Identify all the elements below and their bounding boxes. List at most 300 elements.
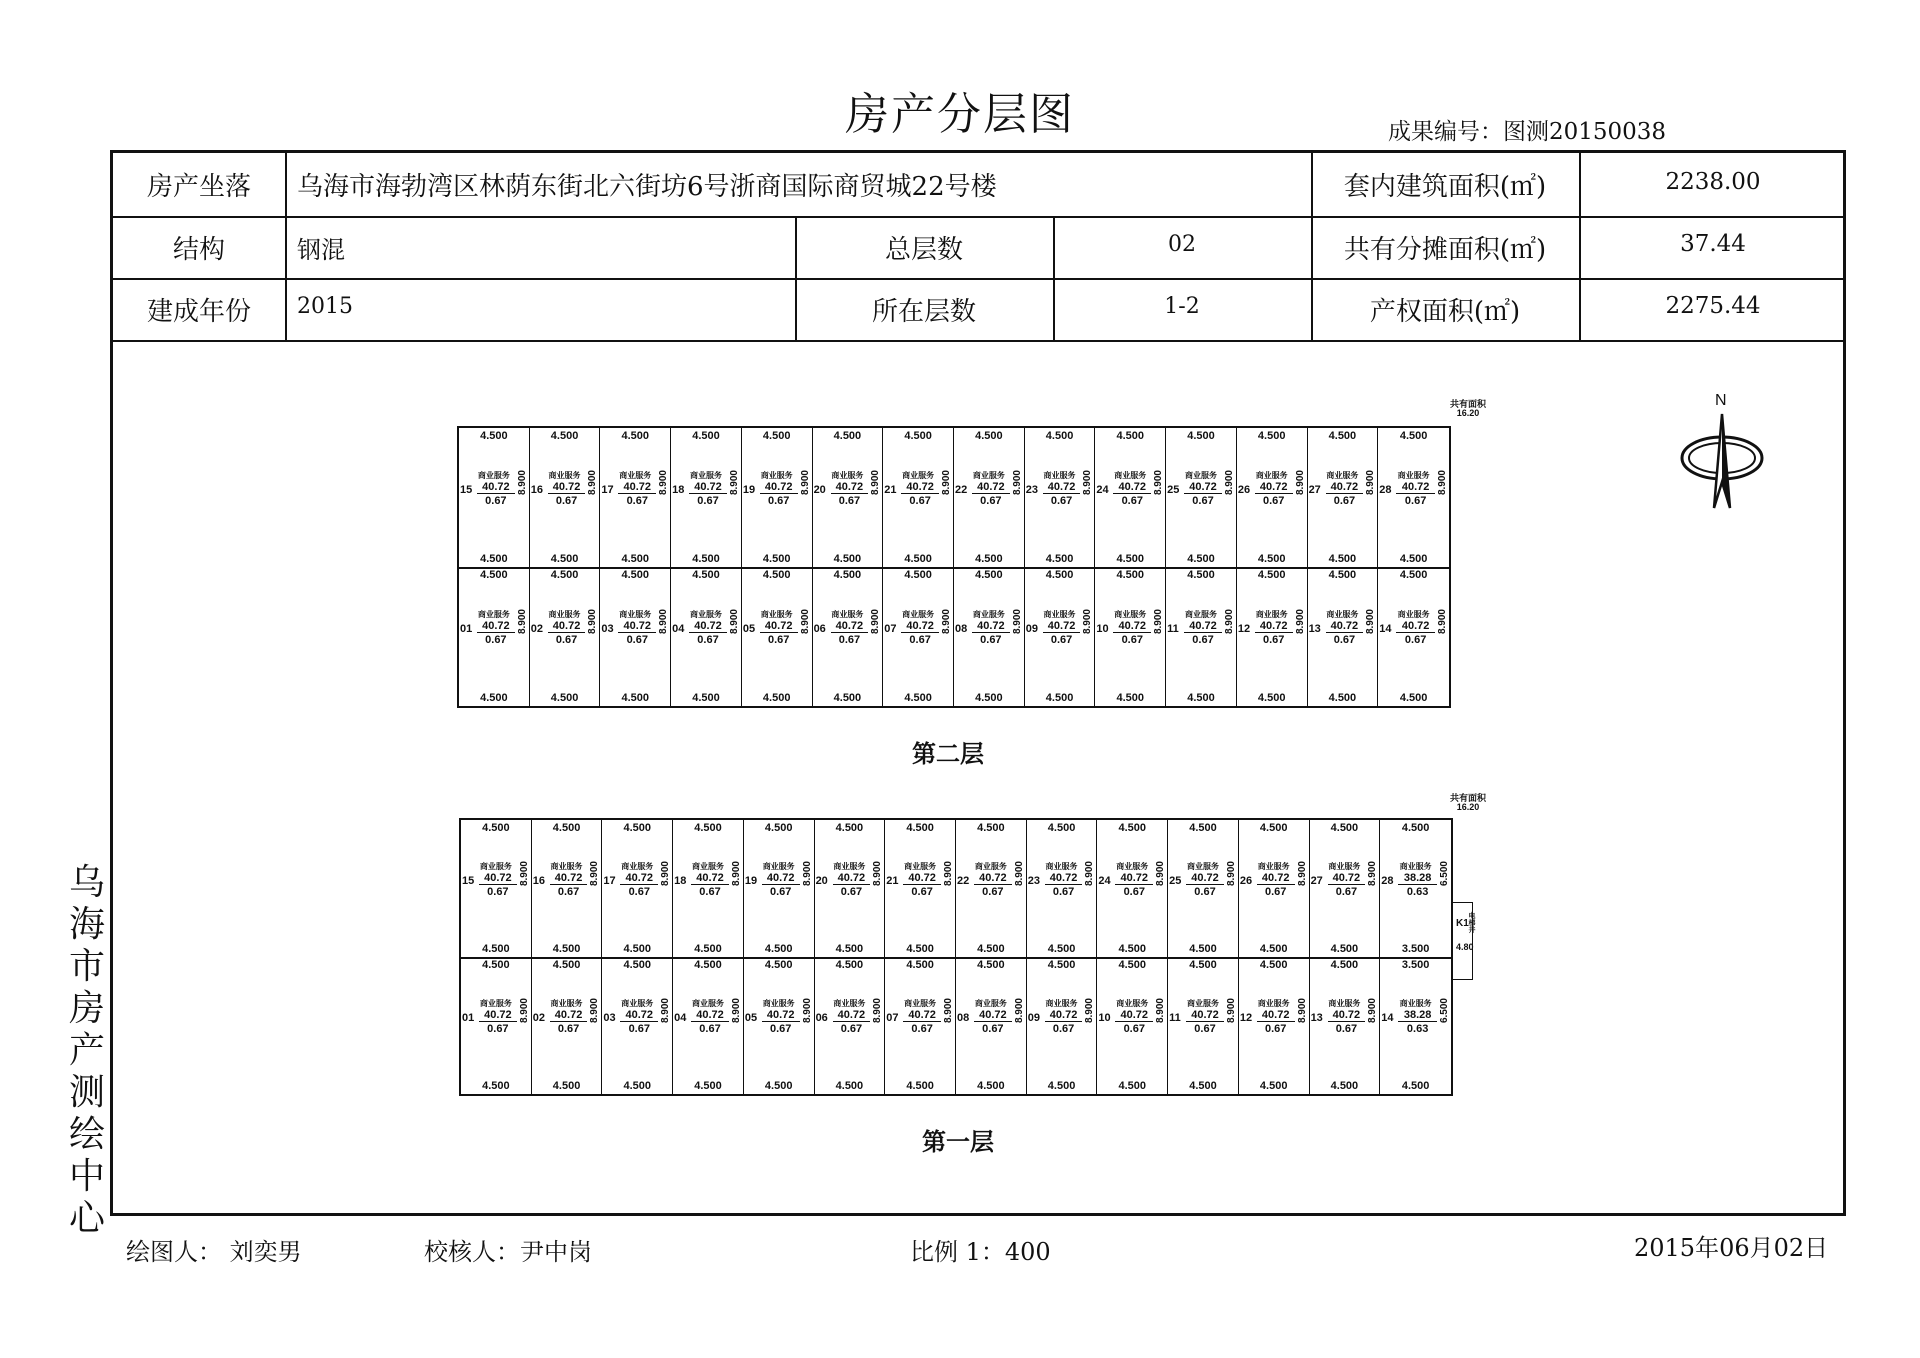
unit-depth: 8.900 [660, 998, 672, 1024]
unit-area: 40.72 [477, 620, 515, 633]
unit-cell [1097, 820, 1168, 957]
unit-use: 商业服务 [550, 862, 583, 872]
unit-number: 25 [1169, 874, 1182, 887]
unit-share: 0.67 [487, 1023, 509, 1036]
unit-use: 商业服务 [689, 609, 722, 619]
unit-share: 0.67 [555, 633, 578, 646]
unit-cell [742, 428, 813, 567]
unit-area: 40.72 [620, 1009, 658, 1022]
unit-width-bottom: 4.500 [764, 943, 793, 955]
unit-cell [1168, 957, 1239, 1094]
unit-number: 16 [530, 483, 543, 496]
unit-area: 40.72 [972, 620, 1010, 633]
unit-width-bottom: 4.500 [1045, 553, 1074, 565]
unit-width-top: 4.500 [1045, 569, 1074, 581]
unit-use: 商业服务 [762, 862, 795, 872]
unit-width-bottom: 4.500 [482, 1080, 510, 1092]
side-char: 测 [68, 1072, 105, 1113]
unit-use: 商业服务 [1116, 862, 1149, 872]
unit-share: 0.63 [1406, 886, 1429, 899]
unit-width-bottom: 4.500 [904, 553, 932, 565]
unit-number: 24 [1096, 483, 1109, 496]
unit-cell [1380, 957, 1451, 1094]
unit-cell [744, 820, 815, 957]
unit-area: 40.72 [1113, 620, 1151, 633]
north-arrow-icon [1672, 392, 1772, 512]
unit-area: 40.72 [618, 620, 656, 633]
unit-cell [673, 820, 744, 957]
unit-use: 商业服务 [1328, 862, 1361, 872]
unit-cell [461, 820, 532, 957]
unit-area: 40.72 [477, 481, 515, 494]
unit-use: 商业服务 [1257, 862, 1290, 872]
unit-width-top: 4.500 [1330, 959, 1359, 971]
unit-share: 0.63 [1406, 1023, 1429, 1036]
unit-depth: 8.900 [799, 608, 811, 634]
unit-width-top: 4.500 [764, 822, 793, 834]
unit-area: 38.28 [1398, 872, 1437, 885]
unit-width-top: 4.500 [1047, 822, 1076, 834]
unit-number: 06 [815, 1011, 828, 1024]
unit-number: 08 [957, 1011, 970, 1024]
unit-depth: 8.900 [801, 861, 813, 887]
unit-share: 0.67 [485, 633, 507, 646]
unit-depth: 8.900 [942, 998, 954, 1024]
unit-cell [813, 428, 884, 567]
unit-number: 18 [672, 483, 685, 496]
unit-depth: 8.900 [589, 998, 601, 1024]
unit-use: 商业服务 [1397, 470, 1430, 480]
unit-width-bottom: 4.500 [692, 692, 720, 704]
unit-width-top: 4.500 [975, 569, 1003, 581]
unit-number: 06 [813, 622, 826, 635]
unit-number: 27 [1310, 874, 1323, 887]
unit-cell [671, 567, 742, 706]
unit-depth: 8.900 [872, 998, 884, 1024]
unit-area: 40.72 [689, 481, 727, 494]
unit-share: 0.67 [697, 494, 719, 507]
floor-plan-2 [457, 426, 1451, 708]
unit-width-top: 4.500 [904, 430, 932, 442]
unit-width-top: 4.500 [835, 959, 864, 971]
unit-cell [1239, 820, 1310, 957]
unit-area: 40.72 [1113, 481, 1151, 494]
unit-area: 40.72 [1326, 481, 1364, 494]
unit-width-bottom: 4.500 [623, 1080, 652, 1092]
unit-width-top: 4.500 [621, 569, 650, 581]
side-char: 中 [68, 1156, 105, 1197]
unit-width-bottom: 4.500 [1330, 943, 1359, 955]
unit-depth: 8.900 [1294, 469, 1306, 495]
unit-number: 23 [1025, 483, 1038, 496]
unit-width-top: 4.500 [833, 569, 862, 581]
unit-depth: 8.900 [587, 608, 599, 634]
unit-number: 19 [744, 874, 758, 887]
unit-number: 09 [1025, 622, 1038, 635]
unit-share: 0.67 [982, 886, 1004, 899]
unit-number: 11 [1167, 622, 1179, 635]
unit-use: 商业服务 [974, 999, 1007, 1009]
unit-cell [530, 428, 601, 567]
unit-cell [1166, 428, 1237, 567]
unit-width-bottom: 4.500 [835, 1080, 864, 1092]
unit-depth: 8.900 [799, 469, 811, 495]
unit-width-bottom: 4.500 [1116, 553, 1145, 565]
unit-width-bottom: 4.500 [1399, 692, 1428, 704]
unit-width-top: 4.500 [1116, 430, 1145, 442]
unit-cell [813, 567, 884, 706]
unit-width-bottom: 4.500 [550, 553, 579, 565]
unit-cell [744, 957, 815, 1094]
unit-number: 15 [462, 874, 475, 887]
unit-use: 商业服务 [691, 862, 724, 872]
unit-depth: 8.900 [516, 608, 528, 634]
unit-share: 0.67 [485, 494, 507, 507]
unit-number: 17 [601, 483, 614, 496]
unit-width-bottom: 4.500 [1047, 1080, 1076, 1092]
unit-cell [883, 428, 954, 567]
unit-number: 21 [884, 483, 897, 496]
unit-number: 20 [813, 483, 826, 496]
unit-depth: 8.900 [1153, 469, 1165, 495]
checker: 校核人：尹中岗 [424, 1238, 592, 1266]
unit-width-bottom: 4.500 [833, 692, 862, 704]
unit-width-top: 4.500 [482, 822, 510, 834]
unit-number: 24 [1098, 874, 1111, 887]
unit-width-top: 4.500 [835, 822, 864, 834]
unit-width-bottom: 4.500 [482, 943, 510, 955]
unit-width-bottom: 4.500 [764, 1080, 793, 1092]
unit-number: 21 [886, 874, 899, 887]
unit-depth: 8.900 [730, 998, 742, 1024]
unit-area: 40.72 [1186, 872, 1224, 885]
unit-use: 商业服务 [974, 862, 1007, 872]
unit-use: 商业服务 [1116, 999, 1149, 1009]
unit-use: 商业服务 [1399, 999, 1432, 1009]
unit-width-top: 4.500 [1047, 959, 1076, 971]
unit-width-top: 4.500 [623, 959, 652, 971]
unit-use: 商业服务 [689, 470, 722, 480]
unit-share: 0.67 [1262, 633, 1285, 646]
side-char: 绘 [68, 1114, 105, 1155]
unit-number: 12 [1237, 622, 1251, 635]
unit-use: 商业服务 [1326, 609, 1359, 619]
unit-use: 商业服务 [831, 609, 864, 619]
unit-width-top: 4.500 [977, 959, 1005, 971]
unit-cell [1378, 428, 1449, 567]
unit-cell [883, 567, 954, 706]
unit-area: 40.72 [1045, 872, 1083, 885]
unit-use: 商业服务 [902, 470, 935, 480]
unit-area: 40.72 [1115, 1009, 1153, 1022]
unit-depth: 8.900 [870, 469, 882, 495]
unit-width-bottom: 4.500 [1045, 692, 1074, 704]
built-year-label: 建成年份 [146, 296, 251, 327]
unit-cell [1237, 567, 1308, 706]
unit-width-top: 3.500 [1401, 959, 1430, 971]
unit-depth: 6.500 [1438, 998, 1450, 1024]
unit-use: 商业服务 [619, 609, 652, 619]
unit-area: 40.72 [1328, 1009, 1366, 1022]
unit-cell [671, 428, 742, 567]
unit-width-top: 4.500 [552, 822, 581, 834]
unit-area: 40.72 [903, 872, 941, 885]
unit-share: 0.67 [699, 1023, 721, 1036]
unit-width-bottom: 4.500 [692, 553, 720, 565]
unit-area: 40.72 [479, 1009, 517, 1022]
unit-share: 0.67 [1194, 1023, 1216, 1036]
unit-width-top: 4.500 [906, 959, 934, 971]
unit-share: 0.67 [1335, 886, 1358, 899]
unit-share: 0.67 [628, 886, 650, 899]
unit-depth: 8.900 [516, 469, 528, 495]
unit-use: 商业服务 [833, 862, 866, 872]
k1-use: 电梯井 [1468, 912, 1475, 933]
unit-width-bottom: 4.500 [621, 692, 650, 704]
unit-share: 0.67 [1123, 886, 1145, 899]
unit-width-top: 4.500 [552, 959, 581, 971]
unit-area: 40.72 [618, 481, 656, 494]
location-label: 房产坐落 [146, 172, 251, 202]
unit-area: 40.72 [903, 1009, 941, 1022]
unit-depth: 8.900 [1436, 608, 1448, 634]
unit-number: 14 [1381, 1011, 1394, 1024]
unit-share: 0.67 [557, 886, 580, 899]
unit-depth: 8.900 [1223, 469, 1235, 495]
unit-cell [956, 957, 1027, 1094]
unit-cell [1027, 957, 1098, 1094]
unit-use: 商业服务 [548, 470, 581, 480]
unit-use: 商业服务 [1114, 470, 1147, 480]
unit-area: 40.72 [1255, 620, 1293, 633]
unit-use: 商业服务 [1114, 609, 1147, 619]
unit-share: 0.67 [1121, 633, 1143, 646]
unit-area: 40.72 [548, 481, 586, 494]
unit-area: 40.72 [479, 872, 517, 885]
unit-depth: 8.900 [1155, 861, 1167, 887]
unit-share: 0.67 [1052, 1023, 1075, 1036]
unit-depth: 8.900 [1084, 861, 1096, 887]
unit-share: 0.67 [840, 886, 863, 899]
unit-number: 05 [742, 622, 756, 635]
stair-note-label: 共有面积 [1450, 793, 1487, 803]
unit-cell [1025, 567, 1096, 706]
unit-width-bottom: 4.500 [1257, 692, 1286, 704]
unit-use: 商业服务 [479, 862, 512, 872]
side-char: 市 [68, 946, 105, 987]
unit-depth: 8.900 [1365, 608, 1377, 634]
unit-area: 40.72 [1043, 481, 1081, 494]
unit-number: 25 [1167, 483, 1180, 496]
shared-area-label: 共有分摊面积(㎡) [1343, 234, 1547, 265]
unit-width-top: 4.500 [1259, 959, 1288, 971]
unit-use: 商业服务 [760, 470, 793, 480]
unit-width-top: 4.500 [480, 430, 508, 442]
unit-share: 0.67 [909, 494, 931, 507]
unit-number: 09 [1027, 1011, 1040, 1024]
unit-number: 05 [744, 1011, 758, 1024]
unit-number: 20 [815, 874, 828, 887]
built-year-value: 2015 [297, 293, 353, 319]
unit-share: 0.67 [980, 633, 1002, 646]
unit-area: 40.72 [1184, 481, 1222, 494]
unit-width-top: 4.500 [762, 430, 791, 442]
unit-area: 40.72 [833, 1009, 871, 1022]
unit-width-top: 4.500 [1257, 569, 1286, 581]
unit-width-bottom: 4.500 [1328, 692, 1357, 704]
unit-width-top: 4.500 [621, 430, 650, 442]
unit-width-bottom: 4.500 [1187, 553, 1215, 565]
unit-area: 40.72 [620, 872, 658, 885]
unit-use: 商业服务 [1255, 609, 1288, 619]
unit-cell [954, 567, 1025, 706]
unit-width-top: 4.500 [975, 430, 1003, 442]
unit-depth: 8.900 [1011, 608, 1023, 634]
unit-cell [459, 567, 530, 706]
unit-number: 26 [1237, 483, 1251, 496]
unit-depth: 8.900 [872, 861, 884, 887]
unit-width-bottom: 4.500 [552, 943, 581, 955]
property-area-value: 2275.44 [1665, 293, 1761, 319]
unit-width-top: 4.500 [480, 569, 508, 581]
unit-number: 02 [532, 1011, 545, 1024]
unit-depth: 8.900 [1084, 998, 1096, 1024]
unit-cell [459, 428, 530, 567]
unit-share: 0.67 [1333, 633, 1356, 646]
unit-area: 40.72 [691, 872, 729, 885]
unit-width-bottom: 4.500 [480, 692, 508, 704]
unit-width-bottom: 4.500 [833, 553, 862, 565]
side-char: 房 [68, 988, 105, 1029]
unit-use: 商业服务 [1326, 470, 1359, 480]
unit-share: 0.67 [769, 1023, 792, 1036]
unit-width-top: 4.500 [1118, 959, 1147, 971]
unit-cell [956, 820, 1027, 957]
unit-width-bottom: 4.500 [904, 692, 932, 704]
unit-use: 商业服务 [972, 609, 1005, 619]
unit-cell [1168, 820, 1239, 957]
unit-share: 0.67 [767, 633, 790, 646]
unit-width-bottom: 4.500 [1330, 1080, 1359, 1092]
unit-share: 0.67 [557, 1023, 580, 1036]
unit-share: 0.67 [838, 633, 861, 646]
unit-cell [1166, 567, 1237, 706]
unit-width-top: 4.500 [906, 822, 934, 834]
scale: 比例 1：400 [910, 1238, 1051, 1266]
unit-depth: 8.900 [1367, 998, 1379, 1024]
total-floors-label: 总层数 [884, 234, 963, 265]
unit-number: 03 [603, 1011, 616, 1024]
unit-depth: 8.900 [1436, 469, 1448, 495]
unit-width-bottom: 4.500 [1116, 692, 1145, 704]
inner-area-label: 套内建筑面积(㎡) [1343, 172, 1547, 202]
unit-use: 商业服务 [550, 999, 583, 1009]
unit-share: 0.67 [1404, 494, 1427, 507]
unit-use: 商业服务 [479, 999, 512, 1009]
north-label: N [1715, 392, 1727, 409]
unit-share: 0.67 [1404, 633, 1427, 646]
unit-width-top: 4.500 [623, 822, 652, 834]
stair-note-label: 共有面积 [1450, 399, 1487, 409]
unit-width-top: 4.500 [692, 569, 720, 581]
unit-depth: 8.900 [728, 469, 740, 495]
unit-depth: 8.900 [1225, 998, 1237, 1024]
unit-share: 0.67 [982, 1023, 1004, 1036]
k1-dim: 4.80 [1456, 942, 1474, 952]
unit-area: 40.72 [689, 620, 727, 633]
unit-cell [1310, 820, 1381, 957]
unit-cell [815, 957, 886, 1094]
unit-share: 0.67 [1121, 494, 1143, 507]
unit-use: 商业服务 [1184, 470, 1217, 480]
unit-share: 0.67 [767, 494, 790, 507]
unit-number: 10 [1096, 622, 1109, 635]
unit-width-bottom: 4.500 [1259, 943, 1288, 955]
unit-cell [1378, 567, 1449, 706]
unit-area: 38.28 [1398, 1009, 1437, 1022]
unit-share: 0.67 [699, 886, 721, 899]
unit-depth: 8.900 [1296, 998, 1308, 1024]
unit-share: 0.67 [1262, 494, 1285, 507]
unit-width-bottom: 4.500 [1047, 943, 1076, 955]
unit-use: 商业服务 [1043, 470, 1076, 480]
unit-area: 40.72 [974, 872, 1012, 885]
unit-depth: 8.900 [518, 998, 530, 1024]
unit-number: 22 [957, 874, 970, 887]
unit-use: 商业服务 [1257, 999, 1290, 1009]
unit-width-top: 4.500 [550, 569, 579, 581]
unit-number: 28 [1379, 483, 1392, 496]
unit-width-bottom: 4.500 [1189, 1080, 1217, 1092]
unit-depth: 8.900 [1155, 998, 1167, 1024]
unit-cell [1095, 428, 1166, 567]
side-char: 产 [68, 1030, 105, 1071]
side-org [64, 862, 110, 1240]
unit-number: 02 [530, 622, 543, 635]
unit-depth: 8.900 [728, 608, 740, 634]
unit-area: 40.72 [901, 481, 939, 494]
unit-width-bottom: 4.500 [1399, 553, 1428, 565]
unit-area: 40.72 [691, 1009, 729, 1022]
unit-area: 40.72 [901, 620, 939, 633]
unit-cell [602, 957, 673, 1094]
unit-width-bottom: 4.500 [762, 692, 791, 704]
unit-width-top: 4.500 [1399, 569, 1428, 581]
unit-number: 23 [1027, 874, 1040, 887]
stair-note-value: 16.20 [1456, 408, 1480, 418]
unit-area: 40.72 [831, 620, 869, 633]
unit-use: 商业服务 [1045, 999, 1078, 1009]
unit-share: 0.67 [1123, 1023, 1145, 1036]
unit-depth: 8.900 [658, 469, 670, 495]
unit-area: 40.72 [548, 620, 586, 633]
unit-area: 40.72 [550, 1009, 588, 1022]
unit-width-bottom: 4.500 [621, 553, 650, 565]
unit-use: 商业服务 [1397, 609, 1430, 619]
unit-width-top: 4.500 [1116, 569, 1145, 581]
side-char: 心 [68, 1198, 105, 1239]
unit-cell [885, 820, 956, 957]
unit-number: 08 [955, 622, 968, 635]
stair-note [1450, 794, 1486, 812]
unit-depth: 8.900 [1013, 861, 1025, 887]
date: 2015年06月02日 [1634, 1234, 1829, 1262]
unit-area: 40.72 [550, 872, 588, 885]
unit-width-bottom: 4.500 [906, 1080, 934, 1092]
unit-depth: 8.900 [1082, 469, 1094, 495]
unit-number: 27 [1308, 483, 1321, 496]
unit-number: 07 [886, 1011, 899, 1024]
